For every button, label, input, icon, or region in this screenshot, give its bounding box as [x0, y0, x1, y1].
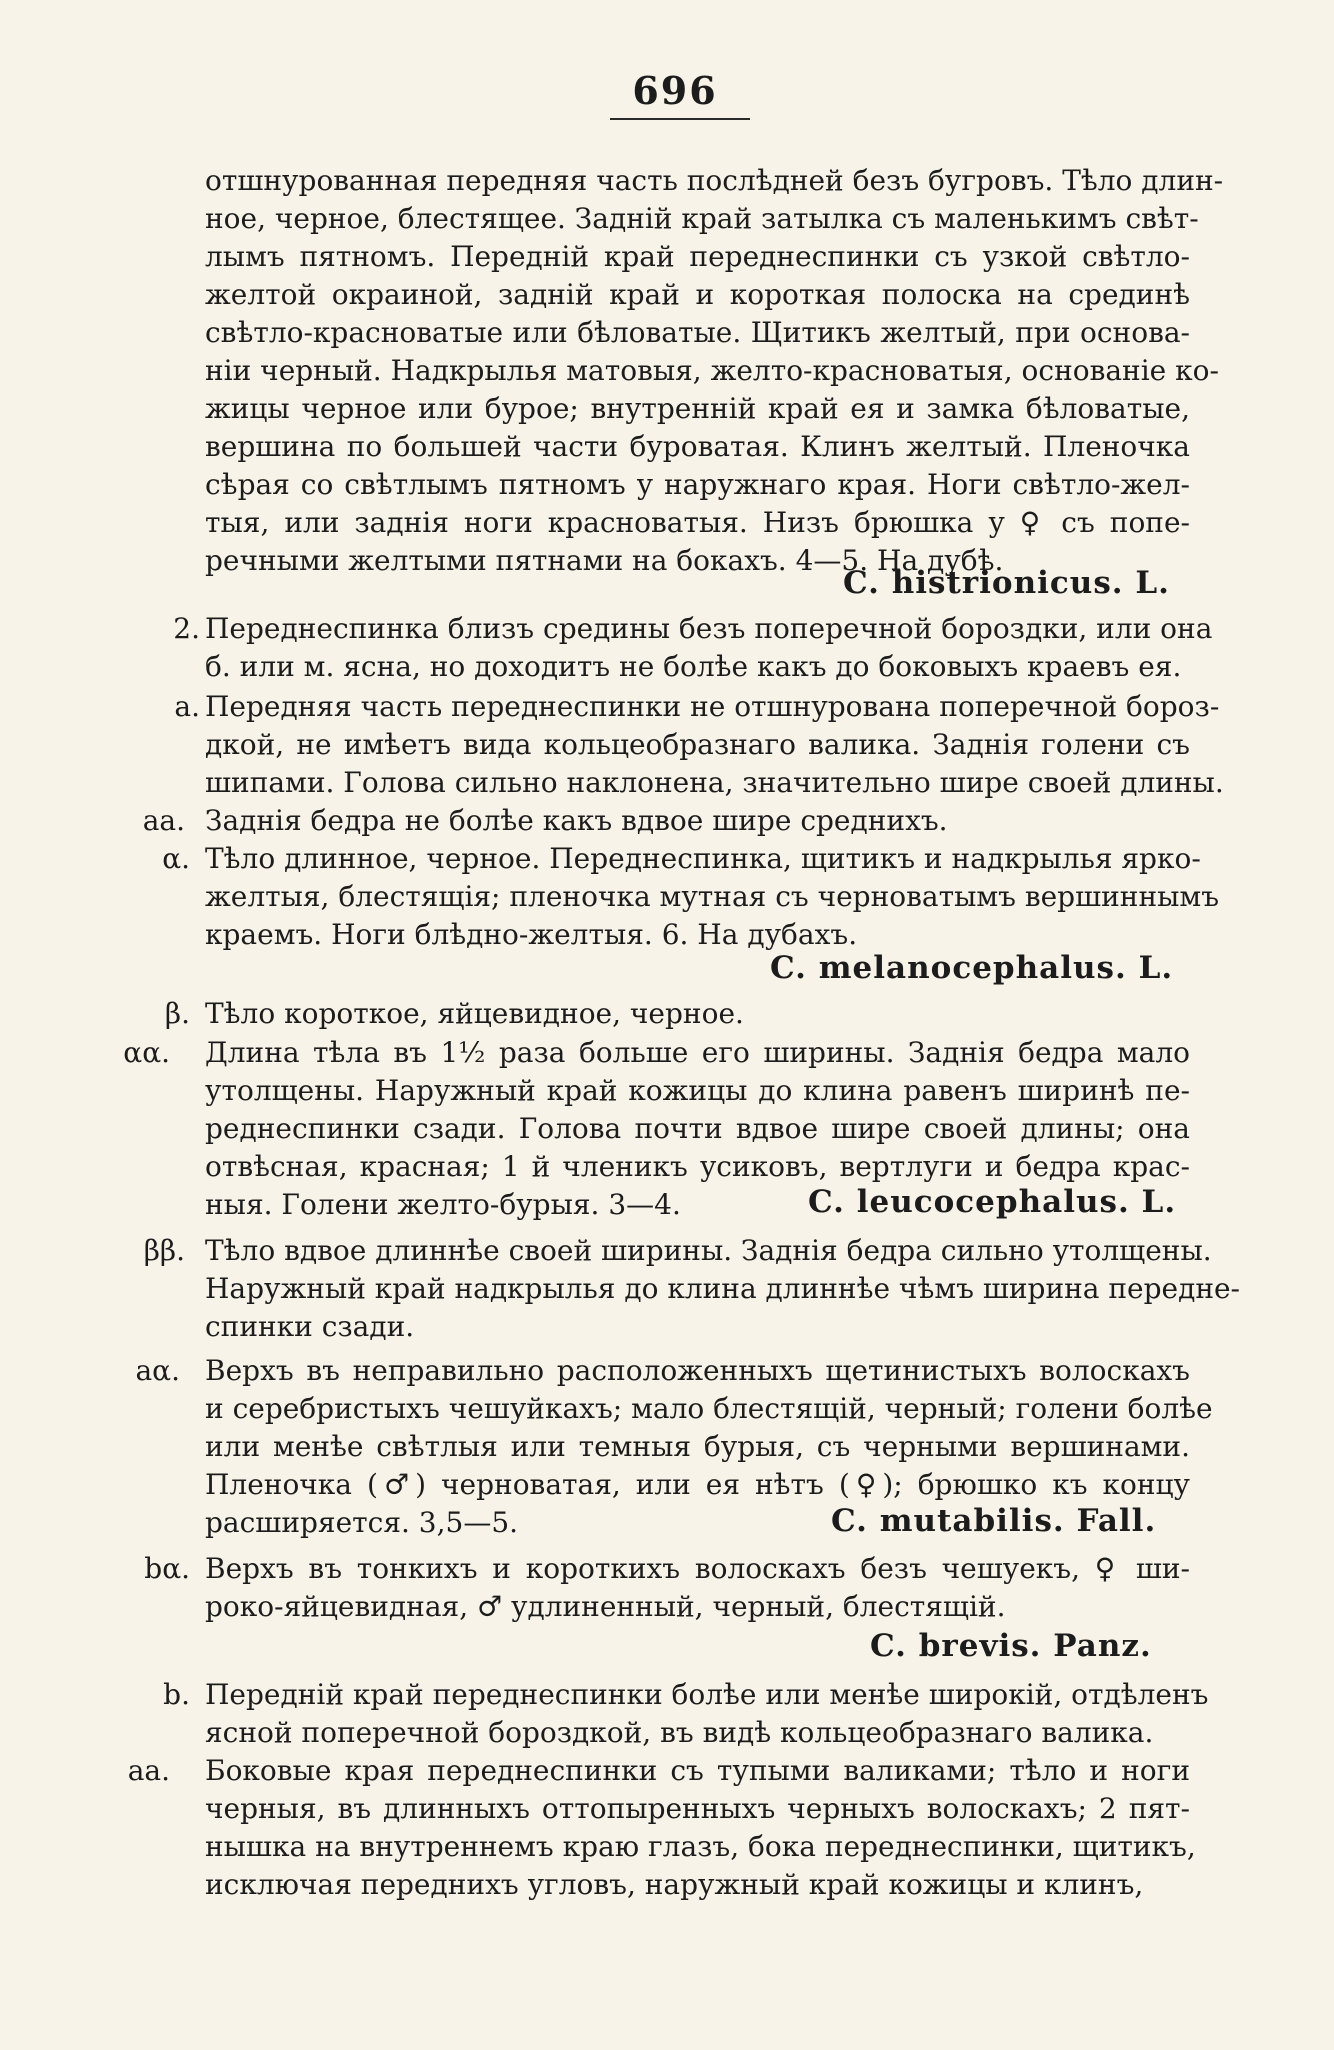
- key-entry-marker: аа.: [127, 1754, 170, 1787]
- text-line: нiи черный. Надкрылья матовыя, желто-красноватыя, основанiе ко-: [205, 354, 1219, 387]
- text-line: отвѣсная, красная; 1 й членикъ усиковъ, вертлуги и бедра крас-: [205, 1150, 1190, 1183]
- text-line: тыя, или заднiя ноги красноватыя. Низъ брюшка у ♀ съ попе-: [205, 506, 1190, 539]
- text-line: Тѣло длинное, черное. Переднеспинка, щитикъ и надкрылья ярко-: [205, 842, 1201, 875]
- text-line: Боковые края переднеспинки съ тупыми валиками; тѣло и ноги: [205, 1754, 1190, 1787]
- text-line: и серебристыхъ чешуйкахъ; мало блестящiй, черный; голени болѣе: [205, 1392, 1213, 1425]
- text-line: желтой окраиной, заднiй край и короткая полоска на срединѣ: [205, 278, 1190, 311]
- species-name: C. histrionicus. L.: [843, 565, 1170, 601]
- text-line: исключая переднихъ угловъ, наружный край кожицы и клинъ,: [205, 1868, 1144, 1901]
- text-line: шипами. Голова сильно наклонена, значительно шире своей длины.: [205, 766, 1224, 799]
- text-line: Тѣло вдвое длиннѣе своей ширины. Заднiя бедра сильно утолщены.: [205, 1234, 1212, 1267]
- page-number: 696: [632, 68, 718, 113]
- text-line: роко-яйцевидная, ♂ удлиненный, черный, блестящiй.: [205, 1590, 1006, 1623]
- text-line: сѣрая со свѣтлымъ пятномъ у наружнаго края. Ноги свѣтло-жел-: [205, 468, 1190, 501]
- text-line: спинки сзади.: [205, 1310, 415, 1343]
- key-entry-marker: аα.: [135, 1354, 180, 1387]
- key-entry-marker: β.: [164, 997, 190, 1030]
- text-line: жицы черное или бурое; внутреннiй край ея и замка бѣловатые,: [205, 392, 1190, 425]
- text-line: Длина тѣла въ 1½ раза больше его ширины. Заднiя бедра мало: [205, 1036, 1190, 1069]
- text-line: желтыя, блестящiя; пленочка мутная съ черноватымъ вершиннымъ: [205, 880, 1220, 913]
- key-entry-marker: b.: [163, 1678, 190, 1711]
- text-line: краемъ. Ноги блѣдно-желтыя. 6. На дубахъ.: [205, 918, 858, 951]
- text-line: утолщены. Наружный край кожицы до клина равенъ ширинѣ пе-: [205, 1074, 1190, 1107]
- text-line: Пленочка (♂) черноватая, или ея нѣтъ (♀); брюшко къ концу: [205, 1468, 1190, 1501]
- text-line: ное, черное, блестящее. Заднiй край затылка съ маленькимъ свѣт-: [205, 202, 1199, 235]
- text-line: ясной поперечной бороздкой, въ видѣ кольцеобразнаго валика.: [205, 1716, 1154, 1749]
- species-name: C. melanocephalus. L.: [770, 950, 1174, 986]
- text-line: Передняя часть переднеспинки не отшнурована поперечной бороз-: [205, 690, 1220, 723]
- text-line: свѣтло-красноватые или бѣловатые. Щитикъ желтый, при основа-: [205, 316, 1190, 349]
- key-entry-marker: а.: [174, 690, 200, 723]
- text-line: расширяется. 3,5—5.: [205, 1506, 519, 1539]
- species-name: C. leucocephalus. L.: [808, 1184, 1177, 1220]
- species-name: C. brevis. Panz.: [870, 1628, 1152, 1664]
- page-number-rule: [610, 118, 750, 120]
- species-name: C. mutabilis. Fall.: [831, 1503, 1157, 1539]
- text-line: или менѣе свѣтлыя или темныя бурыя, съ черными вершинами.: [205, 1430, 1190, 1463]
- text-line: вершина по большей части буроватая. Клинъ желтый. Пленочка: [205, 430, 1190, 463]
- text-line: дкой, не имѣетъ вида кольцеобразнаго валика. Заднiя голени съ: [205, 728, 1190, 761]
- key-entry-marker: 2.: [173, 612, 200, 645]
- text-line: б. или м. ясна, но доходитъ не болѣе какъ до боковыхъ краевъ ея.: [205, 650, 1182, 683]
- key-entry-marker: αα.: [123, 1036, 170, 1069]
- text-line: речными желтыми пятнами на бокахъ. 4—5. На дубѣ.: [205, 544, 1004, 577]
- text-line: ныя. Голени желто-бурыя. 3—4.: [205, 1188, 681, 1221]
- text-line: черныя, въ длинныхъ оттопыренныхъ черныхъ волоскахъ; 2 пят-: [205, 1792, 1190, 1825]
- text-line: Верхъ въ неправильно расположенныхъ щетинистыхъ волоскахъ: [205, 1354, 1190, 1387]
- key-entry-marker: α.: [162, 842, 190, 875]
- text-line: Переднеспинка близъ средины безъ поперечной бороздки, или она: [205, 612, 1213, 645]
- text-line: Тѣло короткое, яйцевидное, черное.: [205, 997, 744, 1030]
- text-line: отшнурованная передняя часть послѣдней безъ бугровъ. Тѣло длин-: [205, 164, 1224, 197]
- text-line: лымъ пятномъ. Переднiй край переднеспинки съ узкой свѣтло-: [205, 240, 1190, 273]
- key-entry-marker: ββ.: [143, 1234, 185, 1267]
- text-line: Наружный край надкрылья до клина длиннѣе чѣмъ ширина передне-: [205, 1272, 1241, 1305]
- key-entry-marker: bα.: [144, 1552, 190, 1585]
- text-line: Переднiй край переднеспинки болѣе или менѣе широкiй, отдѣленъ: [205, 1678, 1209, 1711]
- key-entry-marker: аа.: [142, 804, 185, 837]
- text-line: нышка на внутреннемъ краю глазъ, бока переднеспинки, щитикъ,: [205, 1830, 1196, 1863]
- text-line: Заднiя бедра не болѣе какъ вдвое шире среднихъ.: [205, 804, 948, 837]
- text-line: Верхъ въ тонкихъ и короткихъ волоскахъ безъ чешуекъ, ♀ ши-: [205, 1552, 1190, 1585]
- text-line: реднеспинки сзади. Голова почти вдвое шире своей длины; она: [205, 1112, 1190, 1145]
